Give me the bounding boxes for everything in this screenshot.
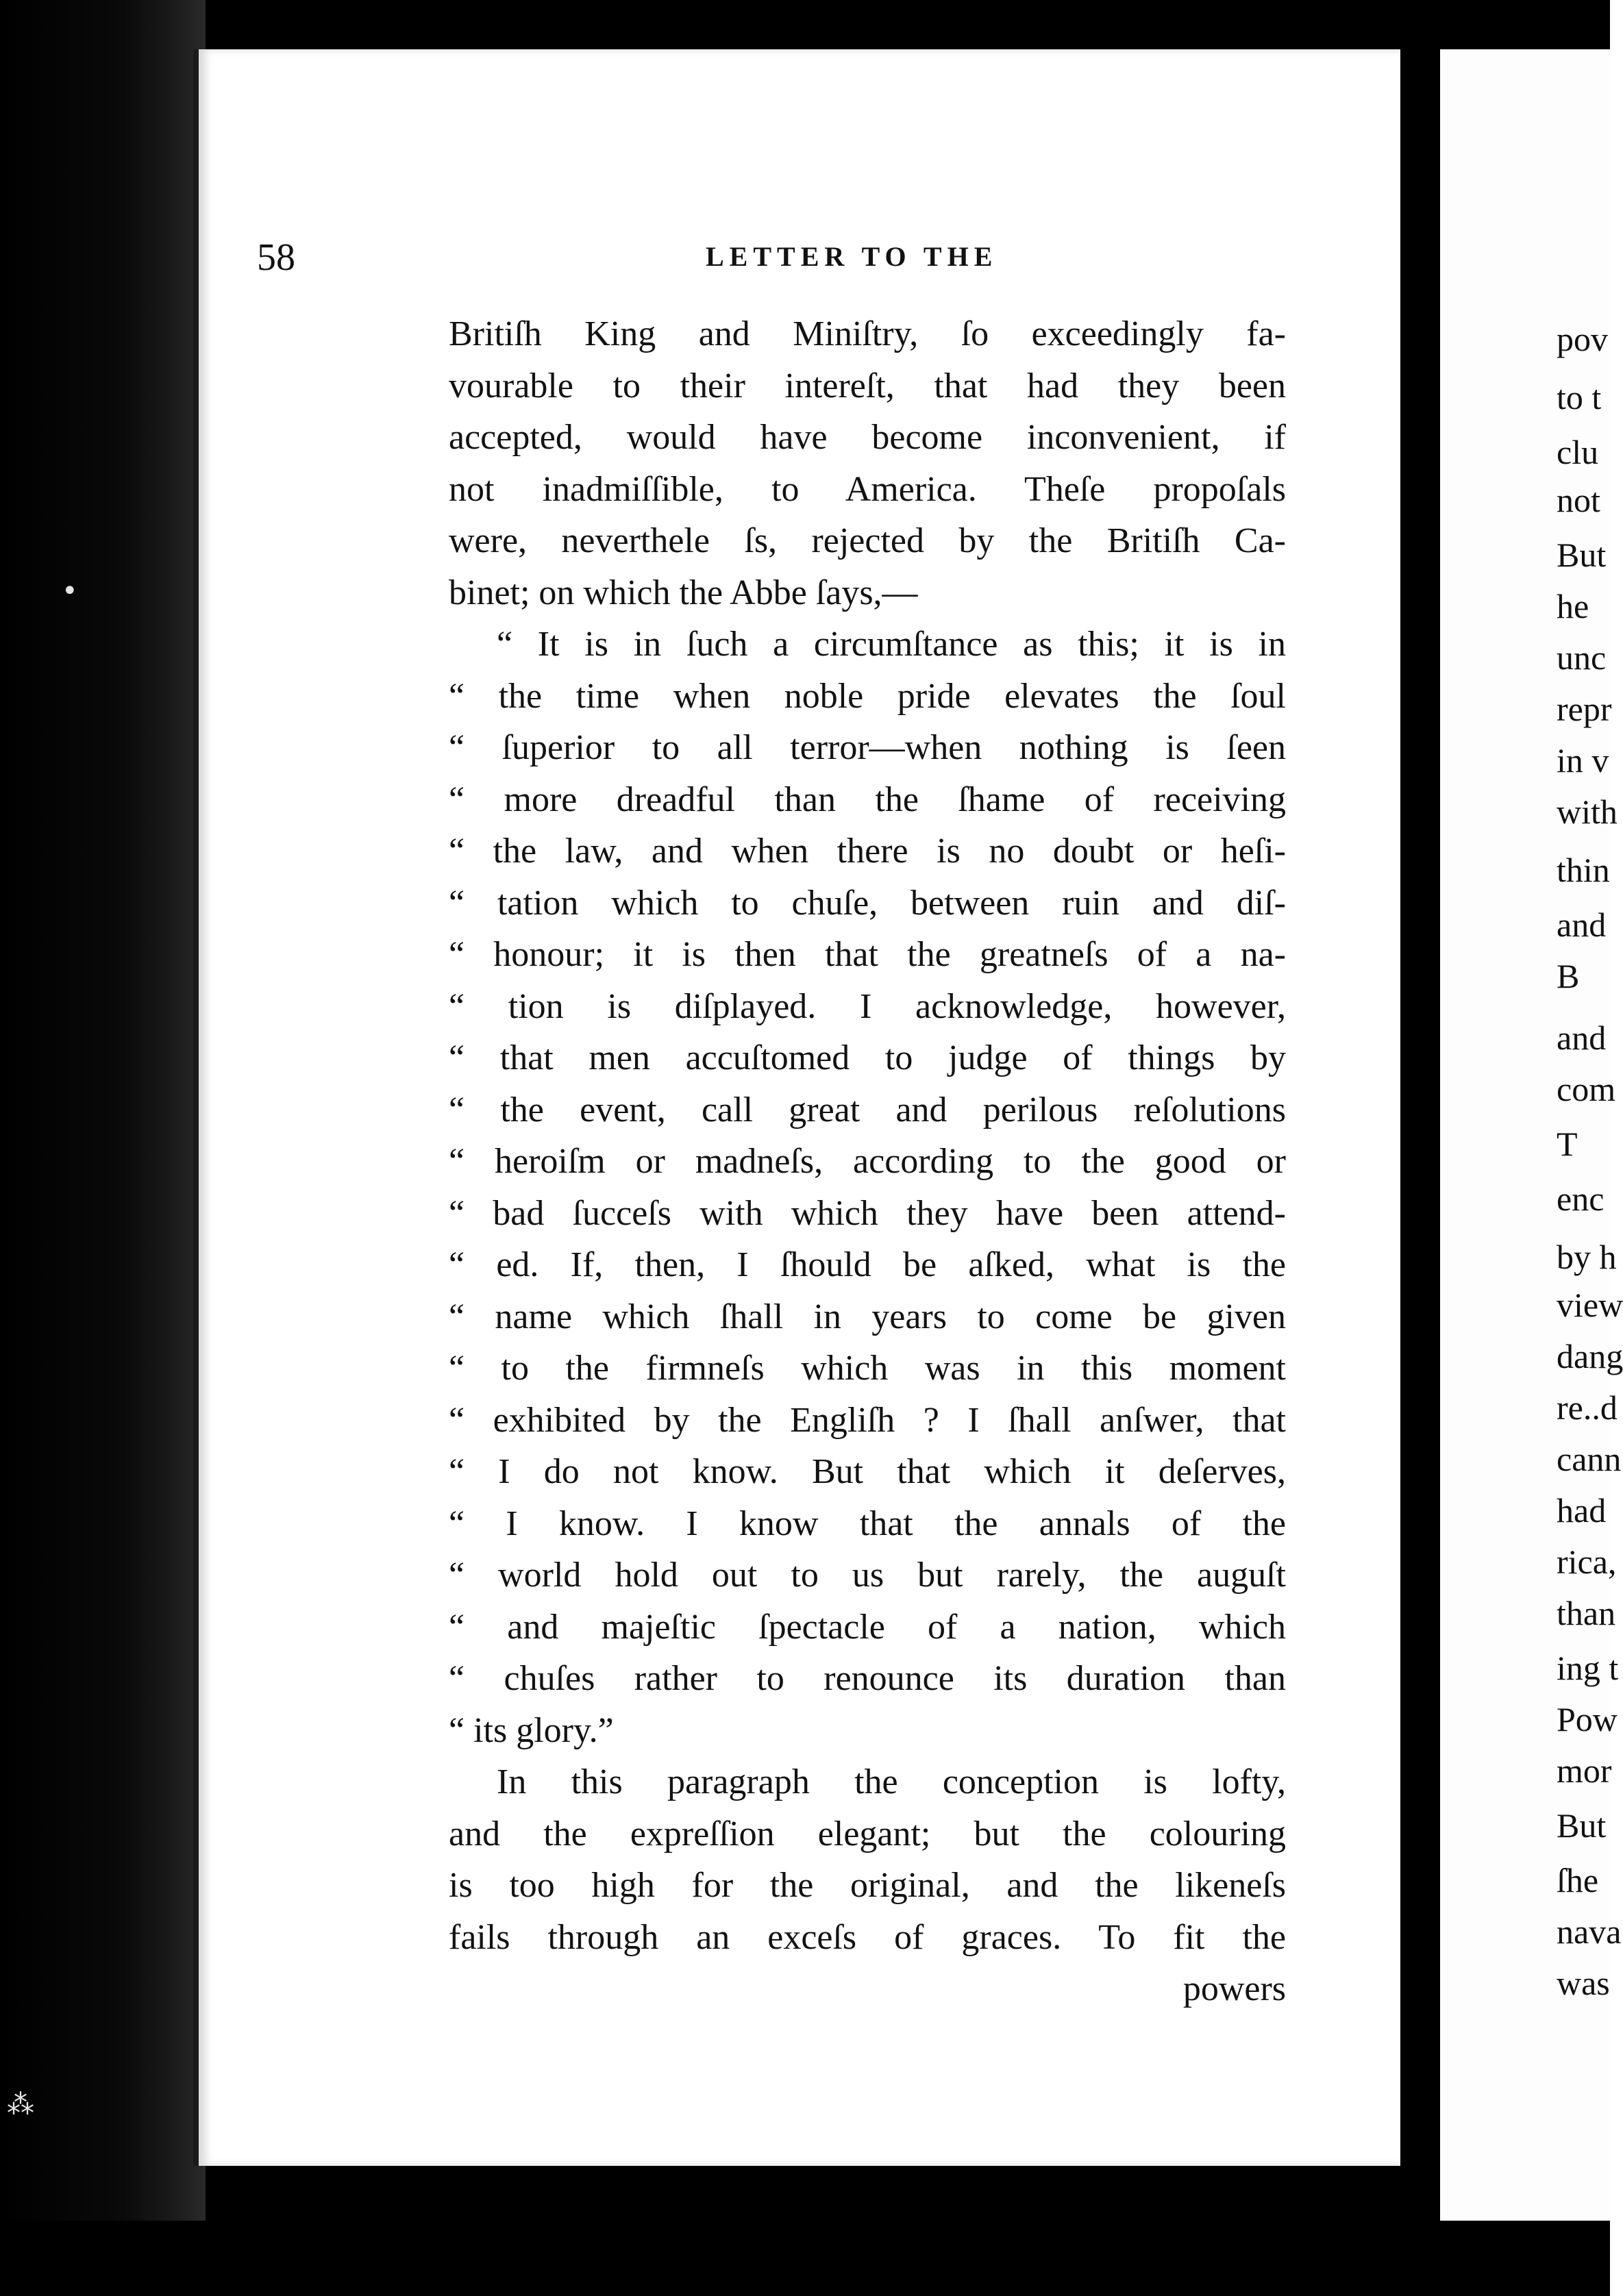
quote-line: “ I know. I know that the annals of the (449, 1503, 1286, 1543)
facing-page-line: enc (1557, 1180, 1605, 1218)
text-line: and the expreſſion elegant; but the colouring (449, 1814, 1286, 1854)
facing-page-line: rica, (1557, 1543, 1617, 1581)
facing-page-line: with (1557, 793, 1618, 831)
facing-page-line: not (1557, 481, 1600, 519)
facing-page-line: clu (1557, 433, 1599, 471)
facing-page-line: dang (1557, 1337, 1623, 1375)
facing-page-line: had (1557, 1491, 1607, 1530)
facing-page-line: repr (1557, 690, 1612, 728)
quote-line: “ the time when noble pride elevates the ſoul (449, 676, 1286, 716)
quote-line: “ bad ſucceſs with which they have been attend- (449, 1193, 1286, 1233)
facing-page-text (1440, 49, 1623, 2221)
quote-line: “ more dreadful than the ſhame of receiving (449, 779, 1286, 819)
facing-page-line: by h (1557, 1238, 1617, 1276)
quote-line: “ name which ſhall in years to come be given (449, 1297, 1286, 1336)
quote-line: “ the event, call great and perilous reſolutions (449, 1090, 1286, 1130)
text-line: accepted, would have become inconvenient, if (449, 418, 1286, 457)
facing-page-line: in v (1557, 741, 1609, 779)
quote-line: “ It is in ſuch a circumſtance as this; it is in (497, 625, 1286, 664)
facing-page-line: ing t (1557, 1649, 1619, 1687)
quote-line: “ I do not know. But that which it deſerves, (449, 1452, 1286, 1491)
facing-page-line: But (1557, 536, 1607, 574)
quote-line: “ ed. If, then, I ſhould be aſked, what is the (449, 1245, 1286, 1284)
quote-line: “ the law, and when there is no doubt or heſi- (449, 832, 1286, 871)
page-gutter (1400, 0, 1440, 2296)
quote-line: “ world hold out to us but rarely, the auguſt (449, 1556, 1286, 1595)
facing-page-line: and (1557, 1019, 1607, 1057)
facing-page-line: B (1557, 957, 1580, 995)
text-line: were, neverthele ſs, rejected by the Britiſh Ca- (449, 521, 1286, 560)
facing-page-line: com (1557, 1070, 1616, 1108)
facing-page-line: But (1557, 1806, 1607, 1845)
text-line: Britiſh King and Miniſtry, ſo exceedingly fa- (449, 314, 1286, 353)
facing-page-line: thin (1557, 851, 1610, 889)
facing-page-line: was (1557, 1964, 1610, 2002)
quote-line: “ its glory.” (449, 1710, 614, 1750)
quote-line: “ to the firmneſs which was in this moment (449, 1349, 1286, 1388)
page-number: 58 (257, 236, 295, 279)
facing-page-line: than (1557, 1594, 1616, 1632)
page-body-text (449, 308, 1286, 2015)
quote-line: “ heroiſm or madneſs, according to the good or (449, 1142, 1286, 1181)
text-line: fails through an exceſs of graces. To fit the (449, 1917, 1286, 1957)
text-line: binet; on which the Abbe ſays,— (449, 573, 918, 612)
quote-line: “ tation which to chuſe, between ruin and diſ- (449, 883, 1286, 923)
quote-line: “ ſuperior to all terror—when nothing is ſeen (449, 728, 1286, 767)
facing-page-line: to t (1557, 378, 1602, 416)
quote-line: “ exhibited by the Engliſh ? I ſhall anſwer, that (449, 1400, 1286, 1440)
catchword: powers (1182, 1969, 1286, 2008)
quote-line: “ and majeſtic ſpectacle of a nation, which (449, 1607, 1286, 1647)
facing-page-line: he (1557, 587, 1589, 625)
facing-page-line: cann (1557, 1440, 1622, 1478)
scan-speck: ⁂ (7, 2089, 34, 2121)
quote-line: “ tion is diſplayed. I acknowledge, however, (449, 986, 1286, 1026)
facing-page-line: mor (1557, 1751, 1612, 1790)
facing-page-line: Pow (1557, 1700, 1618, 1738)
scan-speck: • (62, 575, 78, 607)
book-binding (0, 0, 206, 2296)
running-head: LETTER TO THE (706, 241, 998, 272)
quote-line: “ that men accuſtomed to judge of things by (449, 1038, 1286, 1077)
facing-page-line: ſhe (1557, 1861, 1599, 1899)
scan-bottom-edge (0, 2221, 1610, 2296)
facing-page-line: pov (1557, 320, 1608, 358)
quote-line: “ chuſes rather to renounce its duration than (449, 1659, 1286, 1698)
facing-page-line: re..d (1557, 1388, 1618, 1427)
facing-page-line: and (1557, 906, 1607, 944)
text-line: not inadmiſſible, to America. Theſe propoſals (449, 469, 1286, 509)
text-line: is too high for the original, and the likeneſs (449, 1866, 1286, 1905)
text-line: vourable to their intereſt, that had they been (449, 366, 1286, 405)
facing-page-line: view (1557, 1286, 1623, 1324)
quote-line: “ honour; it is then that the greatneſs of a na- (449, 935, 1286, 974)
facing-page-line: nava (1557, 1912, 1622, 1951)
facing-page-line: T (1557, 1125, 1578, 1163)
text-line: In this paragraph the conception is lofty, (497, 1762, 1286, 1801)
facing-page-line: unc (1557, 638, 1607, 677)
facing-page (1440, 49, 1623, 2221)
